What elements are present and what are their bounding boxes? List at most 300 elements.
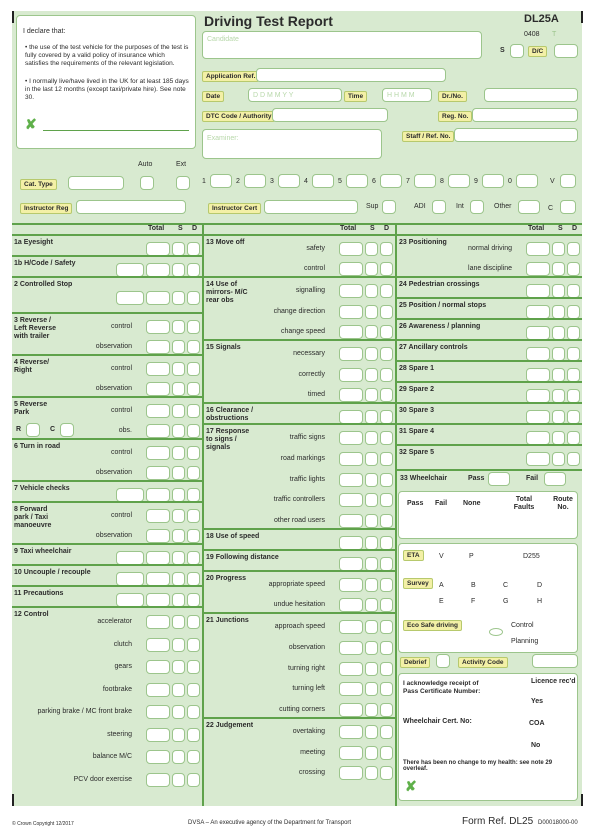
dtc-field[interactable] [272,108,388,122]
reg-no-label: Reg. No. [438,111,472,122]
grid-top-rule [12,223,582,225]
col1-item-d-box[interactable] [187,291,200,305]
activity-code-field[interactable] [532,654,578,668]
col3-item-s-box[interactable] [552,431,565,445]
col1-item-sub-label: footbrake [102,685,132,693]
col2-item-s-box[interactable] [365,557,378,571]
col2-item-sub-label: overtaking [292,728,325,736]
col1-item-d-box[interactable] [187,529,200,543]
col1-item-label: 12 Control [14,611,49,618]
col2-item-label: 21 Junctions [206,617,249,624]
col1-item-total-box[interactable] [146,615,170,629]
time-field[interactable]: H H M M [382,88,432,102]
col2-item-s-box[interactable] [365,368,378,382]
wheelchair-pass-box[interactable] [488,472,510,486]
col1-item-d-box[interactable] [187,404,200,418]
col2-item-s-box[interactable] [365,452,378,466]
col2-item-s-box[interactable] [365,662,378,676]
col1-item-sub-label: observation [95,532,132,539]
col1-item-s-box[interactable] [172,705,185,719]
col2-item-label: 14 Use of mirrors- M/C rear obs [206,281,248,304]
col2-item-section [204,570,395,612]
col3-item-total-box[interactable] [526,347,550,361]
col1-item-sub-label: observation [95,385,132,392]
col2-item-total-box[interactable] [339,473,363,487]
col1-item-d-box[interactable] [187,340,200,354]
col2-item-label: 15 Signals [206,344,241,351]
col1-item-d-box[interactable] [187,750,200,764]
col2-item-d-box[interactable] [380,725,393,739]
col1-item-label: 3 Reverse / Left Reverse with trailer [14,317,57,340]
col1-item-sub-label: observation [95,343,132,350]
instructor-reg-field[interactable] [76,200,186,214]
col1-item-label: 1a Eyesight [14,239,53,246]
col2-item-d-box[interactable] [380,368,393,382]
col2-item-d-box[interactable] [380,262,393,276]
col2-item-section [204,339,395,402]
col2-item-total-box[interactable] [339,388,363,402]
category-row: 1 2 3 4 5 6 7 8 9 0 [200,174,552,192]
col1-item-total-box[interactable] [146,488,170,502]
col2-item-d-box[interactable] [380,493,393,507]
col2-item-s-box[interactable] [365,598,378,612]
dtc-label: DTC Code / Authority [202,111,275,122]
col1-item-s-box[interactable] [172,446,185,460]
col2-item-d-box[interactable] [380,620,393,634]
col3-item-s-box[interactable] [552,452,565,466]
instructor-cert-field[interactable] [264,200,358,214]
col1-item-total-box[interactable] [146,750,170,764]
signature-line[interactable] [43,130,189,131]
col1-item-d-box[interactable] [187,638,200,652]
col2-item-section [204,276,395,339]
col1-item-total-box[interactable] [146,660,170,674]
col1-item-section [12,255,202,276]
col3-item-total-box[interactable] [526,389,550,403]
col2-item-sub-label: undue hesitation [273,601,325,608]
col2-item-total-box[interactable] [339,305,363,319]
col2-item-d-box[interactable] [380,598,393,612]
col2-item-d-box[interactable] [380,305,393,319]
other-box[interactable] [518,200,540,214]
cat-type-field[interactable] [68,176,124,190]
col1-item-section [12,312,202,354]
examiner-field[interactable]: Examiner: [202,129,382,159]
col3-item-section [397,339,582,360]
col2-item-d-box[interactable] [380,514,393,528]
col2-item-total-box[interactable] [339,620,363,634]
col1-item-sub-label: control [110,323,132,330]
col2-item-total-box[interactable] [339,662,363,676]
col1-item-d-box[interactable] [187,615,200,629]
crop-mark-tr [581,11,583,23]
col1-item-d-box[interactable] [187,488,200,502]
col1-item-sub-label: control [110,449,132,456]
col1-item-s-box[interactable] [172,773,185,787]
col1-item-d-box[interactable] [187,728,200,742]
col1-item-sub-label: accelerator [97,618,132,626]
col2-item-s-box[interactable] [365,284,378,298]
form-code-footer: D00018000-00 [538,820,578,826]
col2-item-d-box[interactable] [380,431,393,445]
col1-item-s-box[interactable] [172,509,185,523]
date-field[interactable]: D D M M Y Y [248,88,342,102]
col1-item-s-box[interactable] [172,466,185,480]
dc-box[interactable] [554,44,578,58]
col2-item-total-box[interactable] [339,284,363,298]
form-date-suffix: T [552,31,557,38]
c-box[interactable] [560,200,576,214]
col3-item-s-box[interactable] [552,389,565,403]
col1-item-wide-box[interactable] [116,551,144,565]
col1-item-s-box[interactable] [172,362,185,376]
col3-item-s-box[interactable] [552,368,565,382]
form-code: DL25A [524,13,559,25]
col1-item-sub-label: balance M/C [92,753,132,761]
col2-item-total-box[interactable] [339,431,363,445]
col1-item-s-box[interactable] [172,263,185,277]
col1-item-s-box[interactable] [172,320,185,334]
col1-item-d-box[interactable] [187,446,200,460]
col2-item-s-box[interactable] [365,536,378,550]
col2-item-sub-label: meeting [300,748,325,756]
col1-item-s-box[interactable] [172,382,185,396]
v-box[interactable] [560,174,576,188]
col1-item-total-box[interactable] [146,529,170,543]
debrief-box[interactable] [436,654,450,668]
col2-item-s-box[interactable] [365,766,378,780]
col2-item-s-box[interactable] [365,578,378,592]
col2-item-s-box[interactable] [365,493,378,507]
col2-item-d-box[interactable] [380,347,393,361]
col1-item-s-box[interactable] [172,291,185,305]
col2-item-sub-label: control [303,265,325,272]
col1-item-s-box[interactable] [172,660,185,674]
col3-item-s-box[interactable] [552,262,565,276]
col2-item-total-box[interactable] [339,536,363,550]
candidate-field[interactable]: Candidate [202,31,482,59]
col1-item-s-box[interactable] [172,424,185,438]
agency-line: DVSA – An executive agency of the Department for Transport [188,820,352,826]
col1-item-d-box[interactable] [187,362,200,376]
col1-item-wide-box[interactable] [116,291,144,305]
col1-item-d-box[interactable] [187,509,200,523]
date-label: Date [202,91,224,102]
col2-item-d-box[interactable] [380,662,393,676]
crop-mark-bl [12,794,14,806]
col1-item-s-box[interactable] [172,551,185,565]
instructor-reg-label: Instructor Reg [20,203,72,214]
col2-item-s-box[interactable] [365,305,378,319]
col3-item-total-box[interactable] [526,452,550,466]
col2-item-total-box[interactable] [339,598,363,612]
col2-item-d-box[interactable] [380,682,393,696]
col3-item-s-box[interactable] [552,284,565,298]
col2-item-total-box[interactable] [339,347,363,361]
reg-no-field[interactable] [472,108,578,122]
col2-item-d-box[interactable] [380,473,393,487]
col1-item-total-box[interactable] [146,263,170,277]
col1-item-d-box[interactable] [187,263,200,277]
col2-item-label: 18 Use of speed [206,533,260,540]
col2-item-d-box[interactable] [380,766,393,780]
col3-item-d-box[interactable] [567,284,580,298]
declaration-title: I declare that: [23,28,66,35]
col2-item-total-box[interactable] [339,725,363,739]
col1-item-total-box[interactable] [146,593,170,607]
col1-item-s-box[interactable] [172,593,185,607]
col1-item-label: 2 Controlled Stop [14,281,73,288]
col2-item-sub-label: cutting corners [279,705,325,713]
col3-item-d-box[interactable] [567,368,580,382]
col1-item-total-box[interactable] [146,340,170,354]
col1-item-total-box[interactable] [146,466,170,480]
col1-item-sub-label: control [110,407,132,414]
col3-item-d-box[interactable] [567,305,580,319]
col1-item-total-box[interactable] [146,291,170,305]
col2-item-d-box[interactable] [380,410,393,424]
col3-item-s-box[interactable] [552,242,565,256]
cat-type-label: Cat. Type [20,179,57,190]
page-title: Driving Test Report [204,13,333,29]
col2-item-s-box[interactable] [365,620,378,634]
col2-item-s-box[interactable] [365,725,378,739]
wheelchair-fail-box[interactable] [544,472,566,486]
col2-item-s-box[interactable] [365,473,378,487]
declaration-point-2: • I normally live/have lived in the UK for at least 185 days in the last 12 months (except taxi/private hire). See note 30. [25,78,189,101]
col3-item-total-box[interactable] [526,305,550,319]
col1-item-d-box[interactable] [187,683,200,697]
col1-item-label: 6 Turn in road [14,443,61,450]
instructor-cert-label: Instructor Cert [208,203,261,214]
receipt-box: I acknowledge receipt of Pass Certificate Number: Licence rec'd Yes Wheelchair Cert. No: COA No There has been no change to my health: see note 29 overleaf. ✘ [398,673,578,801]
col1-item-rc-box[interactable] [26,423,40,437]
col3-item-d-box[interactable] [567,410,580,424]
col1-item-s-box[interactable] [172,728,185,742]
col2-item-total-box[interactable] [339,368,363,382]
col1-item-s-box[interactable] [172,638,185,652]
copyright: © Crown Copyright 12/2017 [12,821,74,827]
col1-item-total-box[interactable] [146,242,170,256]
ext-label: Ext [176,161,187,168]
col2-item-d-box[interactable] [380,641,393,655]
col1-item-sub-label: observation [95,469,132,476]
col1-item-total-box[interactable] [146,638,170,652]
col1-item-sub-label: PCV door exercise [73,775,132,783]
crop-mark-tl [12,11,14,23]
col1-item-wide-box[interactable] [116,488,144,502]
col2-item-sub-label: approach speed [274,623,325,631]
crop-mark-br [581,794,583,806]
col1-item-total-box[interactable] [146,362,170,376]
col2-item-s-box[interactable] [365,682,378,696]
col2-item-total-box[interactable] [339,703,363,717]
signature-tick-icon: ✘ [25,116,37,132]
col2-item-d-box[interactable] [380,703,393,717]
col2-item-total-box[interactable] [339,682,363,696]
col2-item-s-box[interactable] [365,388,378,402]
col2-item-total-box[interactable] [339,514,363,528]
int-label: Int [456,203,464,210]
col2-item-s-box[interactable] [365,641,378,655]
col3-item-d-box[interactable] [567,431,580,445]
col1-item-label: 8 Forward park / Taxi manoeuvre [14,506,52,529]
ext-box[interactable] [176,176,190,190]
col2-item-total-box[interactable] [339,452,363,466]
col1-item-d-box[interactable] [187,242,200,256]
col2-item-total-box[interactable] [339,557,363,571]
col1-item-section [12,276,202,312]
col1-item-s-box[interactable] [172,683,185,697]
col3-item-d-box[interactable] [567,326,580,340]
col3-item-total-box[interactable] [526,410,550,424]
col1-item-total-box[interactable] [146,551,170,565]
col1-item-wide-box[interactable] [116,263,144,277]
col1-item-rc-box[interactable] [60,423,74,437]
col1-item-s-box[interactable] [172,750,185,764]
s-box[interactable] [510,44,524,58]
col2-item-total-box[interactable] [339,242,363,256]
adi-box[interactable] [432,200,446,214]
int-box[interactable] [470,200,484,214]
col2-item-total-box[interactable] [339,493,363,507]
col3-item-total-box[interactable] [526,431,550,445]
col3-item-s-box[interactable] [552,347,565,361]
declaration-box [16,15,196,149]
col1-item-d-box[interactable] [187,382,200,396]
col3-item-total-box[interactable] [526,284,550,298]
col1-item-d-box[interactable] [187,705,200,719]
col1-item-s-box[interactable] [172,615,185,629]
col2-item-d-box[interactable] [380,557,393,571]
col1-item-label: 1b H/Code / Safety [14,260,76,267]
auto-box[interactable] [140,176,154,190]
col1-item-total-box[interactable] [146,773,170,787]
col3-item-d-box[interactable] [567,347,580,361]
col2-item-sub-label: road markings [280,454,325,462]
col2-item-sub-label: appropriate speed [268,581,325,588]
col2-item-s-box[interactable] [365,262,378,276]
col2-item-total-box[interactable] [339,410,363,424]
col1-item-s-box[interactable] [172,340,185,354]
col1-item-s-box[interactable] [172,572,185,586]
col3-item-d-box[interactable] [567,452,580,466]
col2-item-s-box[interactable] [365,325,378,339]
col1-item-total-box[interactable] [146,683,170,697]
col1-item-section [12,438,202,480]
col3-item-d-box[interactable] [567,242,580,256]
col2-item-label: 20 Progress [206,575,247,582]
col1-item-s-box[interactable] [172,488,185,502]
col2-item-d-box[interactable] [380,536,393,550]
dr-no-field[interactable] [484,88,578,102]
col2-item-total-box[interactable] [339,766,363,780]
col1-item-d-box[interactable] [187,424,200,438]
col1-item-total-box[interactable] [146,404,170,418]
col1-item-wide-box[interactable] [116,593,144,607]
col2-item-total-box[interactable] [339,262,363,276]
col1-item-total-box[interactable] [146,705,170,719]
col1-item-total-box[interactable] [146,572,170,586]
sup-box[interactable] [382,200,396,214]
col1-item-total-box[interactable] [146,382,170,396]
application-ref-field[interactable] [256,68,446,82]
col2-item-s-box[interactable] [365,703,378,717]
col1-item-s-box[interactable] [172,242,185,256]
col2-item-total-box[interactable] [339,641,363,655]
debrief-label: Debrief [400,657,430,668]
col1-item-label: 7 Vehicle checks [14,485,70,492]
col1-item-d-box[interactable] [187,660,200,674]
col1-item-s-box[interactable] [172,529,185,543]
col1-item-d-box[interactable] [187,466,200,480]
col2-item-d-box[interactable] [380,746,393,760]
col2-item-total-box[interactable] [339,325,363,339]
col2-item-sub-label: correctly [298,370,325,378]
wheelchair-label: 33 Wheelchair [400,475,448,482]
col3-item-total-box[interactable] [526,262,550,276]
col3-item-total-box[interactable] [526,326,550,340]
col1-item-d-box[interactable] [187,320,200,334]
col3-item-total-box[interactable] [526,368,550,382]
col2-item-s-box[interactable] [365,431,378,445]
col2-item-d-box[interactable] [380,325,393,339]
col1-item-total-box[interactable] [146,424,170,438]
col2-item-d-box[interactable] [380,388,393,402]
col3-item-section [397,444,582,465]
v-label: V [550,178,555,185]
col2-item-label: 13 Move off [206,239,245,246]
col1-item-total-box[interactable] [146,728,170,742]
col2-item-sub-label: traffic lights [289,475,325,483]
staff-ref-field[interactable] [454,128,578,142]
col2-item-s-box[interactable] [365,514,378,528]
col2-item-s-box[interactable] [365,410,378,424]
col1-item-section [12,543,202,564]
col1-item-total-box[interactable] [146,320,170,334]
col3-item-d-box[interactable] [567,262,580,276]
col1-item-s-box[interactable] [172,404,185,418]
col2-item-s-box[interactable] [365,242,378,256]
col1-item-total-box[interactable] [146,446,170,460]
col1-item-total-box[interactable] [146,509,170,523]
col2-item-sub-label: timed [307,390,325,398]
col3-item-d-box[interactable] [567,389,580,403]
col2-item-d-box[interactable] [380,284,393,298]
col2-item-d-box[interactable] [380,452,393,466]
col1-item-d-box[interactable] [187,773,200,787]
col2-item-d-box[interactable] [380,578,393,592]
col1-item-d-box[interactable] [187,551,200,565]
col3-item-total-box[interactable] [526,242,550,256]
col1-item-d-box[interactable] [187,572,200,586]
receipt-signature-tick-icon: ✘ [405,778,417,794]
other-label: Other [494,203,512,210]
col2-item-label: 16 Clearance / obstructions [206,407,254,422]
col2-item-total-box[interactable] [339,746,363,760]
col2-item-total-box[interactable] [339,578,363,592]
col2-item-d-box[interactable] [380,242,393,256]
col3-item-s-box[interactable] [552,410,565,424]
col3-item-s-box[interactable] [552,326,565,340]
col2-item-s-box[interactable] [365,347,378,361]
col3-item-section [397,381,582,402]
col3-item-s-box[interactable] [552,305,565,319]
col1-item-wide-box[interactable] [116,572,144,586]
col1-item-d-box[interactable] [187,593,200,607]
col3-item-label: 30 Spare 3 [399,407,435,414]
col2-item-s-box[interactable] [365,746,378,760]
